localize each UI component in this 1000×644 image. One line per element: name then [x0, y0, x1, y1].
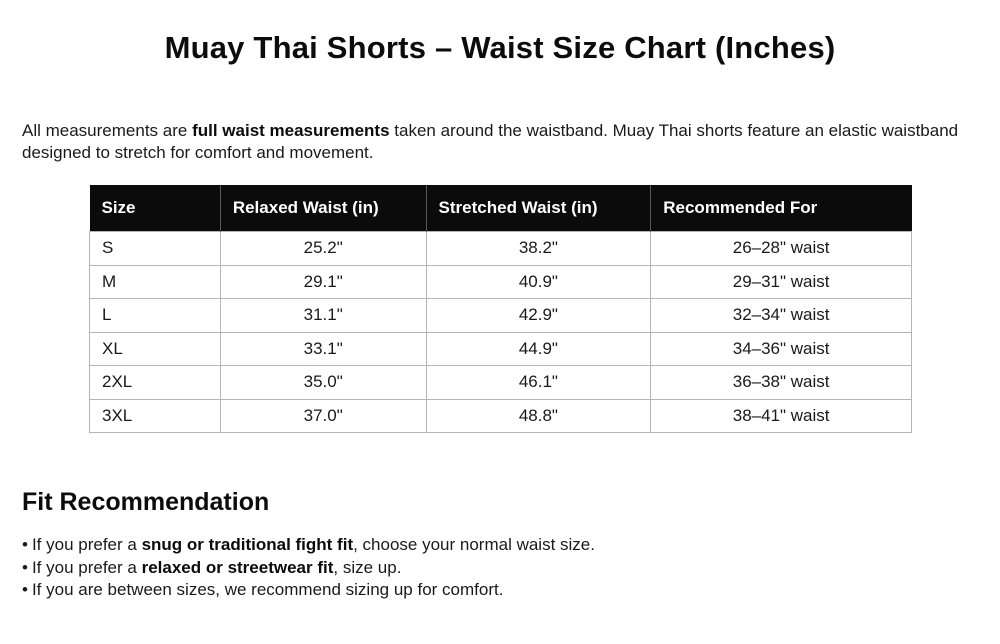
table-header — [90, 185, 912, 232]
list-item-text-start: If you are between sizes, we recommend sizing up for comfort. — [31, 580, 504, 599]
cell-size: L — [90, 299, 221, 333]
intro-text-start: All measurements are — [22, 121, 193, 140]
header-size: Size — [90, 185, 221, 232]
fit-recommendation-list — [22, 534, 595, 602]
header-recommended-for: Recommended For — [651, 185, 912, 232]
cell-stretched: 40.9" — [426, 265, 651, 299]
bullet-icon: • — [22, 557, 28, 577]
cell-relaxed: 25.2" — [220, 232, 426, 266]
cell-stretched: 38.2" — [426, 232, 651, 266]
cell-relaxed: 35.0" — [220, 366, 426, 400]
table-row — [90, 299, 912, 333]
cell-recommended: 38–41" waist — [651, 399, 912, 433]
cell-size: XL — [90, 332, 221, 366]
list-item-text-start: If you prefer a — [31, 535, 142, 554]
cell-recommended: 32–34" waist — [651, 299, 912, 333]
list-item — [22, 579, 595, 602]
list-item — [22, 557, 595, 580]
bullet-icon: • — [22, 535, 28, 554]
header-stretched-waist: Stretched Waist (in) — [426, 185, 651, 232]
cell-recommended: 26–28" waist — [651, 232, 912, 266]
list-item-text-bold: relaxed or streetwear fit — [141, 557, 334, 577]
table-row — [90, 265, 912, 299]
list-item — [22, 534, 595, 557]
cell-stretched: 48.8" — [426, 399, 651, 433]
cell-recommended: 34–36" waist — [651, 332, 912, 366]
table-row — [90, 399, 912, 433]
cell-stretched: 46.1" — [426, 366, 651, 400]
table-row — [90, 232, 912, 266]
cell-stretched: 42.9" — [426, 299, 651, 333]
list-item-text-bold: snug or traditional fight fit — [141, 535, 354, 554]
cell-recommended: 36–38" waist — [651, 366, 912, 400]
cell-stretched: 44.9" — [426, 332, 651, 366]
cell-size: S — [90, 232, 221, 266]
cell-size: M — [90, 265, 221, 299]
cell-size: 3XL — [90, 399, 221, 433]
table-body — [90, 232, 912, 433]
bullet-icon: • — [22, 580, 28, 599]
cell-relaxed: 37.0" — [220, 399, 426, 433]
cell-relaxed: 33.1" — [220, 332, 426, 366]
list-item-text-end: , size up. — [333, 557, 402, 577]
table-header-row — [90, 185, 912, 232]
cell-recommended: 29–31" waist — [651, 265, 912, 299]
intro-text-bold: full waist measurements — [192, 121, 390, 140]
cell-relaxed: 31.1" — [220, 299, 426, 333]
page-title: Muay Thai Shorts – Waist Size Chart (Inches) — [164, 30, 836, 65]
list-item-text-start: If you prefer a — [31, 557, 142, 577]
fit-recommendation-heading: Fit Recommendation — [22, 488, 270, 516]
cell-size: 2XL — [90, 366, 221, 400]
intro-paragraph — [22, 120, 982, 164]
list-item-text-end: , choose your normal waist size. — [353, 535, 595, 554]
size-chart-table — [89, 185, 912, 433]
table-row — [90, 366, 912, 400]
cell-relaxed: 29.1" — [220, 265, 426, 299]
intro-text-end: taken around the waistband. Muay Thai shorts feature an elastic waistband designed to stretch for comfort and movement. — [22, 121, 959, 162]
table-row — [90, 332, 912, 366]
header-relaxed-waist: Relaxed Waist (in) — [220, 185, 426, 232]
